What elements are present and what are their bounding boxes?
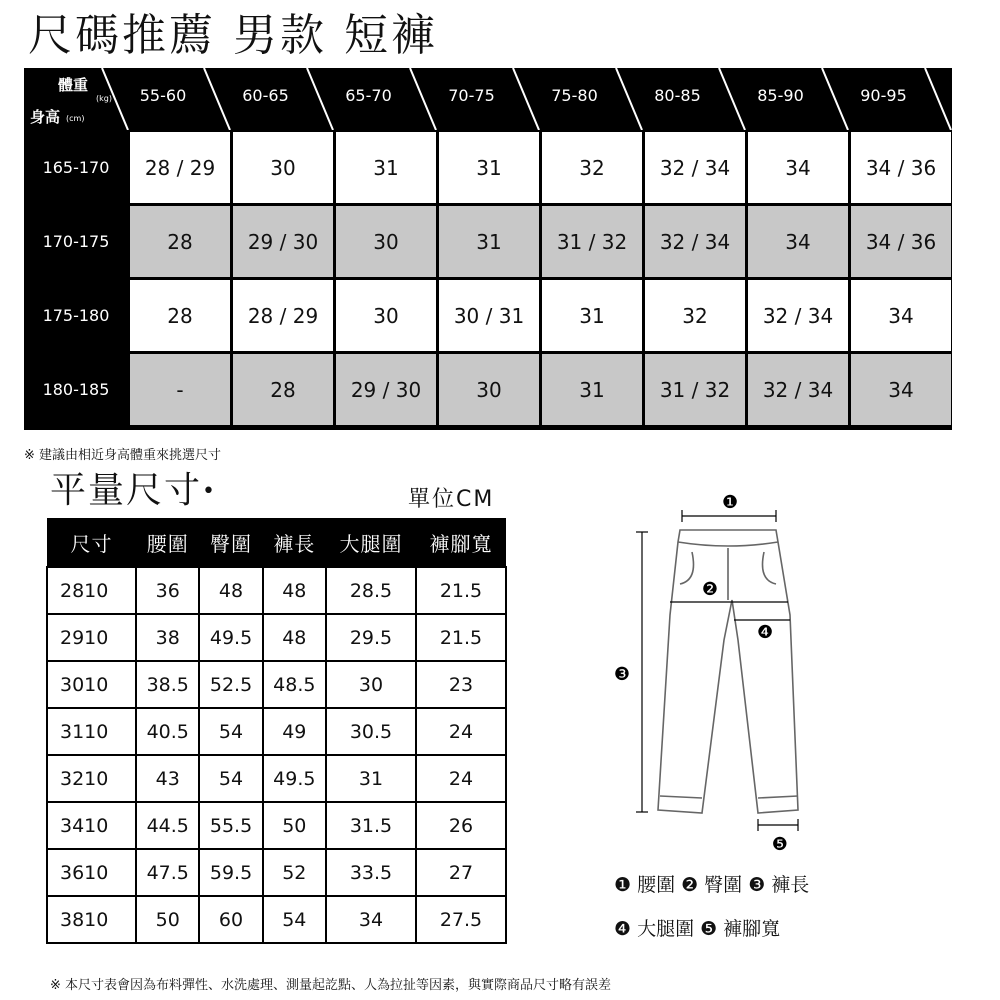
- table-cell: 54: [199, 708, 262, 755]
- table-row: [47, 849, 506, 896]
- header-thigh: 大腿圍: [326, 518, 416, 567]
- table-cell: 43: [136, 755, 199, 802]
- table-cell: 40.5: [136, 708, 199, 755]
- recommended-size-cell: 28: [130, 280, 230, 351]
- table-row: [47, 708, 506, 755]
- recommended-size-cell: 31: [542, 280, 642, 351]
- table-cell: 52: [263, 849, 326, 896]
- header-hem: 褲腳寬: [416, 518, 506, 567]
- recommended-size-cell: 32 / 34: [645, 132, 745, 203]
- unit-label: 單位CM: [408, 487, 495, 512]
- recommended-size-cell: 32: [645, 280, 745, 351]
- weight-range-label: 75-80: [551, 86, 598, 105]
- table-cell: 31.5: [326, 802, 416, 849]
- table-cell: 59.5: [199, 849, 262, 896]
- table-cell: 49: [263, 708, 326, 755]
- table-cell: 23: [416, 661, 506, 708]
- recommendation-note: ※ 建議由相近身高體重來挑選尺寸: [24, 448, 222, 463]
- table-cell: 24: [416, 708, 506, 755]
- size-measurement-table: [46, 518, 507, 944]
- pants-diagram: [600, 480, 860, 860]
- weight-range-label: 90-95: [860, 86, 907, 105]
- recommended-size-cell: 34: [748, 132, 848, 203]
- recommended-size-cell: 32 / 34: [748, 354, 848, 425]
- table-header-row: [47, 518, 506, 567]
- table-cell: 30: [326, 661, 416, 708]
- table-cell: 47.5: [136, 849, 199, 896]
- table-cell: 3610: [47, 849, 136, 896]
- table-cell: 33.5: [326, 849, 416, 896]
- recommended-size-cell: 31: [542, 354, 642, 425]
- height-corner-label: 身高: [30, 108, 61, 126]
- table-cell: 55.5: [199, 802, 262, 849]
- table-cell: 29.5: [326, 614, 416, 661]
- recommended-size-cell: 28 / 29: [233, 280, 333, 351]
- weight-range-label: 55-60: [139, 86, 187, 105]
- table-cell: 30.5: [326, 708, 416, 755]
- table-cell: 27.5: [416, 896, 506, 943]
- table-cell: 3010: [47, 661, 136, 708]
- table-row: [47, 661, 506, 708]
- table-cell: 34: [326, 896, 416, 943]
- legend-line-1: ❶ 腰圍 ❷ 臀圍 ❸ 褲長: [614, 874, 810, 896]
- recommended-size-cell: 31: [439, 132, 539, 203]
- recommended-size-cell: 34 / 36: [851, 206, 951, 277]
- measurement-title: 平量尺寸•: [50, 470, 217, 511]
- disclaimer-note: ※ 本尺寸表會因為布料彈性、水洗處理、測量起訖點、人為拉扯等因素，與實際商品尺寸略有誤差: [50, 978, 612, 993]
- table-cell: 21.5: [416, 567, 506, 614]
- table-cell: 54: [199, 755, 262, 802]
- header-size: 尺寸: [47, 518, 136, 567]
- recommended-size-cell: -: [130, 354, 230, 425]
- table-cell: 24: [416, 755, 506, 802]
- marker-3: ❸: [613, 664, 631, 685]
- recommended-size-cell: 30: [233, 132, 333, 203]
- table-cell: 50: [263, 802, 326, 849]
- table-row: [47, 567, 506, 614]
- table-cell: 36: [136, 567, 199, 614]
- header-length: 褲長: [263, 518, 326, 567]
- weight-range-label: 65-70: [345, 86, 392, 105]
- recommended-size-cell: 34: [851, 354, 951, 425]
- table-cell: 50: [136, 896, 199, 943]
- legend-line-2: ❹ 大腿圍 ❺ 褲腳寬: [614, 918, 781, 940]
- table-cell: 48: [199, 567, 262, 614]
- header-hip: 臀圍: [199, 518, 262, 567]
- recommended-size-cell: 28: [130, 206, 230, 277]
- recommended-size-cell: 29 / 30: [233, 206, 333, 277]
- table-cell: 2810: [47, 567, 136, 614]
- table-row: [47, 896, 506, 943]
- recommended-size-cell: 34: [851, 280, 951, 351]
- recommended-size-cell: 34 / 36: [851, 132, 951, 203]
- table-cell: 52.5: [199, 661, 262, 708]
- header-waist: 腰圍: [136, 518, 199, 567]
- recommended-size-cell: 29 / 30: [336, 354, 436, 425]
- weight-unit-label: (kg): [96, 94, 112, 103]
- recommended-size-cell: 30: [336, 280, 436, 351]
- table-cell: 49.5: [263, 755, 326, 802]
- table-cell: 3810: [47, 896, 136, 943]
- table-cell: 3110: [47, 708, 136, 755]
- recommended-size-cell: 30: [336, 206, 436, 277]
- table-cell: 3410: [47, 802, 136, 849]
- table-cell: 48: [263, 567, 326, 614]
- marker-2: ❷: [701, 579, 719, 600]
- table-row: [47, 802, 506, 849]
- table-cell: 26: [416, 802, 506, 849]
- height-unit-label: (cm): [66, 114, 85, 123]
- table-row: [47, 755, 506, 802]
- height-range-label: 180-185: [42, 379, 110, 399]
- height-range-label: 165-170: [42, 157, 110, 177]
- size-recommendation-grid: [24, 68, 952, 430]
- recommended-size-cell: 28: [233, 354, 333, 425]
- recommended-size-cell: 32 / 34: [645, 206, 745, 277]
- table-cell: 48: [263, 614, 326, 661]
- weight-range-label: 85-90: [757, 86, 804, 105]
- weight-range-label: 80-85: [654, 86, 701, 105]
- recommended-size-cell: 32: [542, 132, 642, 203]
- recommended-size-cell: 31 / 32: [645, 354, 745, 425]
- recommended-size-cell: 32 / 34: [748, 280, 848, 351]
- marker-1: ❶: [721, 492, 739, 513]
- table-cell: 3210: [47, 755, 136, 802]
- table-cell: 21.5: [416, 614, 506, 661]
- table-cell: 28.5: [326, 567, 416, 614]
- table-cell: 27: [416, 849, 506, 896]
- recommended-size-cell: 31 / 32: [542, 206, 642, 277]
- weight-range-label: 70-75: [448, 86, 495, 105]
- height-range-label: 175-180: [42, 305, 110, 325]
- table-cell: 2910: [47, 614, 136, 661]
- marker-5: ❺: [771, 834, 789, 855]
- recommended-size-cell: 31: [336, 132, 436, 203]
- marker-4: ❹: [756, 622, 774, 643]
- table-cell: 44.5: [136, 802, 199, 849]
- recommended-size-cell: 31: [439, 206, 539, 277]
- table-cell: 60: [199, 896, 262, 943]
- table-cell: 38.5: [136, 661, 199, 708]
- table-cell: 54: [263, 896, 326, 943]
- weight-range-label: 60-65: [242, 86, 289, 105]
- height-range-label: 170-175: [42, 231, 110, 251]
- table-cell: 48.5: [263, 661, 326, 708]
- table-cell: 49.5: [199, 614, 262, 661]
- page-title: 尺碼推薦 男款 短褲: [28, 10, 438, 61]
- recommended-size-cell: 28 / 29: [130, 132, 230, 203]
- recommended-size-cell: 34: [748, 206, 848, 277]
- recommended-size-cell: 30: [439, 354, 539, 425]
- table-cell: 31: [326, 755, 416, 802]
- table-row: [47, 614, 506, 661]
- recommended-size-cell: 30 / 31: [439, 280, 539, 351]
- table-cell: 38: [136, 614, 199, 661]
- weight-corner-label: 體重: [58, 76, 89, 94]
